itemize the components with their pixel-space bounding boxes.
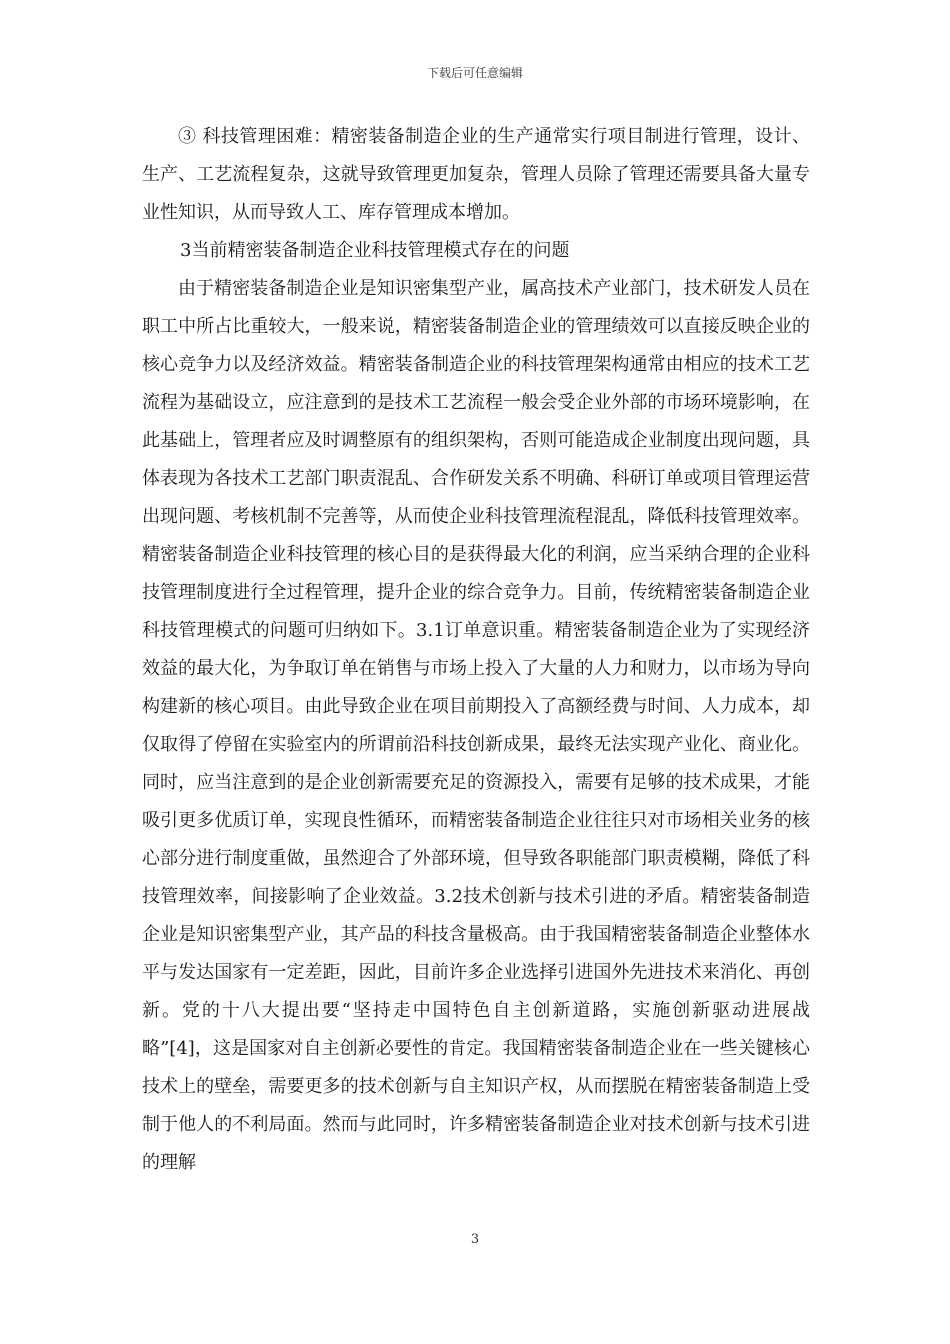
section-heading: 3当前精密装备制造企业科技管理模式存在的问题 [180,240,570,261]
document-body [142,118,810,1182]
paragraph-management-difficulty: ③ 科技管理困难：精密装备制造企业的生产通常实行项目制进行管理，设计、生产、工艺流程复杂，这就导致管理更加复杂，管理人员除了管理还需要具备大量专业性知识，从而导致人工、库存管理成本增加。 [142,126,810,223]
page-number: 3 [470,1232,480,1247]
page-header: 下载后可任意编辑 [426,66,523,80]
paragraph-main-body: 由于精密装备制造企业是知识密集型产业，属高技术产业部门，技术研发人员在职工中所占比重较大，一般来说，精密装备制造企业的管理绩效可以直接反映企业的核心竞争力以及经济效益。精密装备制造企业的科技管理架构通常由相应的技术工艺流程为基础设立，应注意到的是技术工艺流程一般会受企业外部的市场环境影响，在此基础上，管理者应及时调整原有的组织架构，否则可能造成企业制度出现问题，具体表现为各技术工艺部门职责混乱、合作研发关系不明确、科研订单或项目管理运营出现问题、考核机制不完善等，从而使企业科技管理流程混乱，降低科技管理效率。精密装备制造企业科技管理的核心目的是获得最大化的利润，应当采纳合理的企业科技管理制度进行全过程管理，提升企业的综合竞争力。目前，传统精密装备制造企业科技管理模式的问题可归纳如下。3.1订单意识重。精密装备制造企业为了实现经济效益的最大化，为争取订单在销售与市场上投入了大量的人力和财力，以市场为导向构建新的核心项目。由此导致企业在项目前期投入了高额经费与时间、人力成本，却仅取得了停留在实验室内的所谓前沿科技创新成果，最终无法实现产业化、商业化。同时，应当注意到的是企业创新需要充足的资源投入，需要有足够的技术成果，才能吸引更多优质订单，实现良性循环，而精密装备制造企业往往只对市场相关业务的核心部分进行制度重做，虽然迎合了外部环境，但导致各职能部门职责模糊，降低了科技管理效率，间接影响了企业效益。3.2技术创新与技术引进的矛盾。精密装备制造企业是知识密集型产业，其产品的科技含量极高。由于我国精密装备制造企业整体水平与发达国家有一定差距，因此，目前许多企业选择引进国外先进技术来消化、再创新。党的十八大提出要“坚持走中国特色自主创新道路，实施创新驱动进展战略”[4]，这是国家对自主创新必要性的肯定。我国精密装备制造企业在一些关键核心技术上的壁垒，需要更多的技术创新与自主知识产权，从而摆脱在精密装备制造上受制于他人的不利局面。然而与此同时，许多精密装备制造企业对技术创新与技术引进的理解 [142,278,810,1173]
